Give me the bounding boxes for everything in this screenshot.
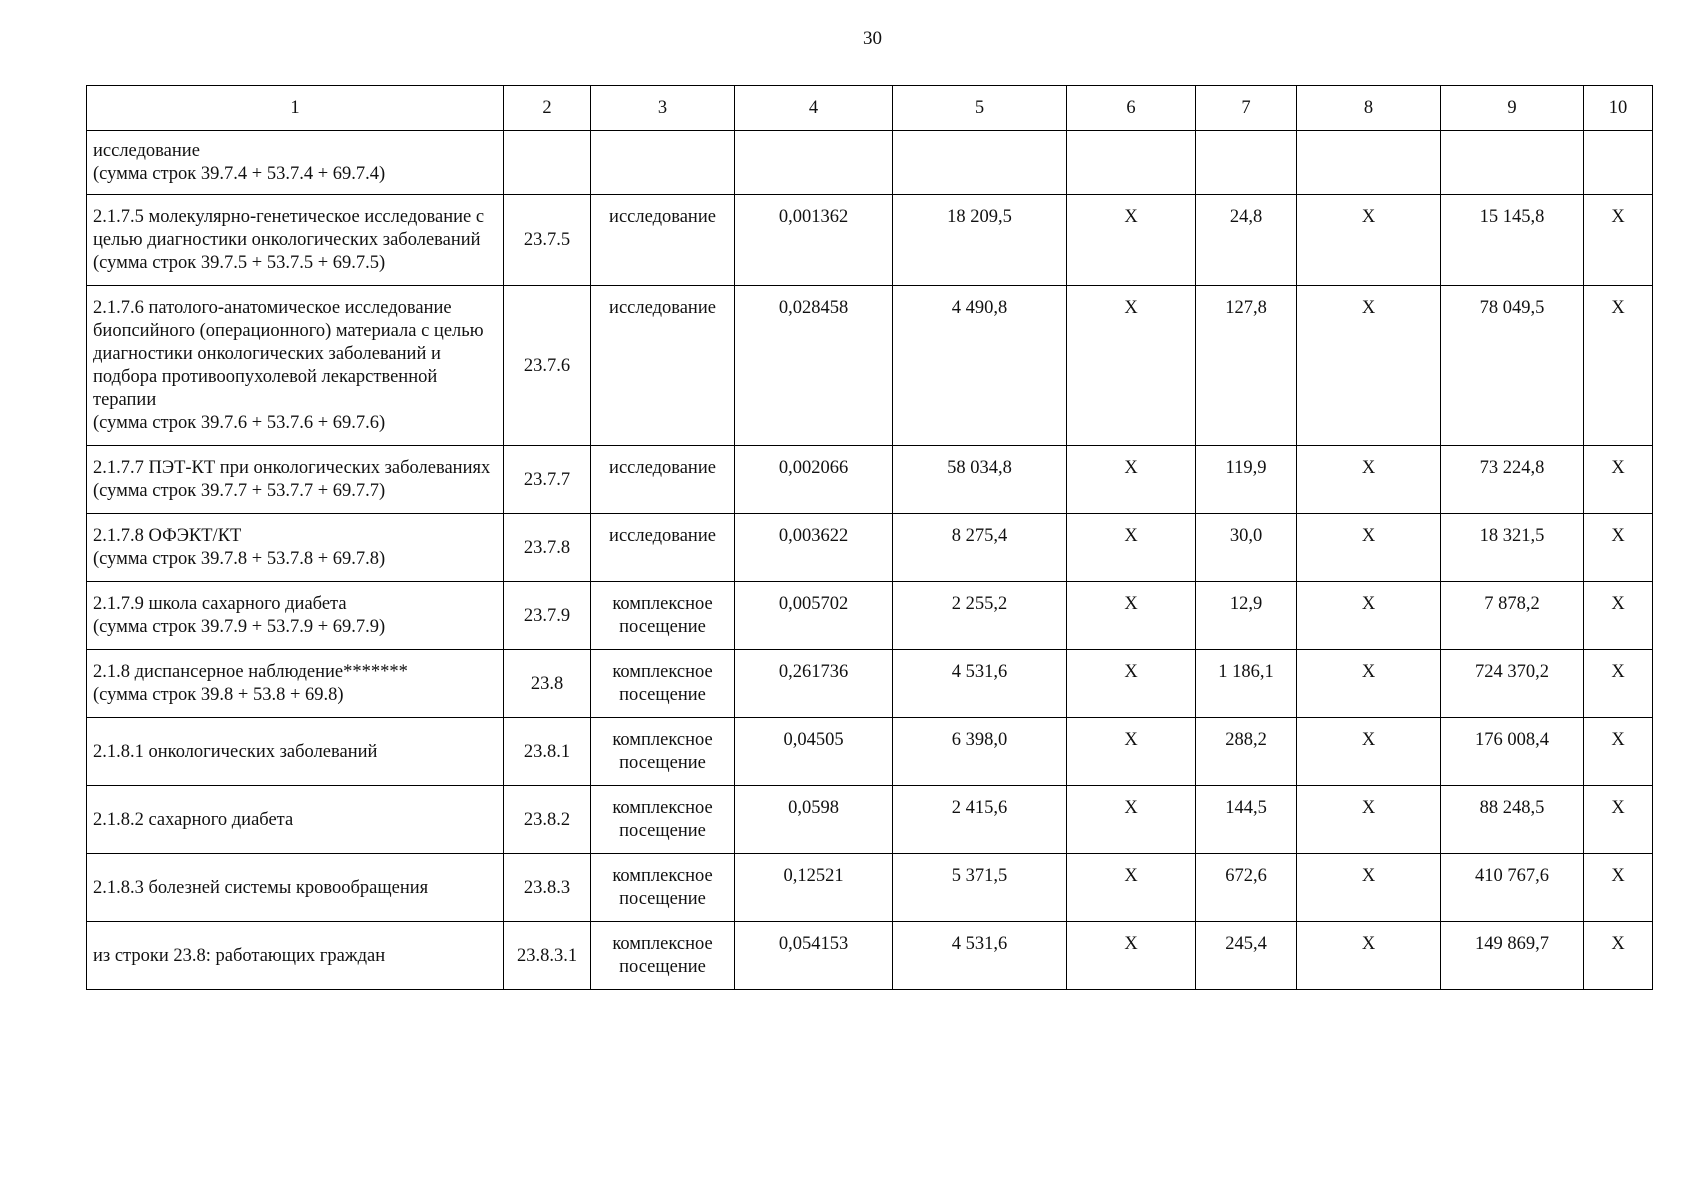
table-row xyxy=(87,650,1653,718)
table-cell-col-8: Х xyxy=(1297,854,1441,922)
table-cell-col-4: 0,003622 xyxy=(735,514,893,582)
table-row xyxy=(87,582,1653,650)
table-cell-col-10: Х xyxy=(1584,718,1653,786)
table-cell-col-7: 12,9 xyxy=(1196,582,1297,650)
table-cell-col-1: 2.1.7.7 ПЭТ-КТ при онкологических заболеваниях (сумма строк 39.7.7 + 53.7.7 + 69.7.7) xyxy=(87,446,504,514)
table-cell-col-4: 0,054153 xyxy=(735,922,893,990)
table-cell-col-3: исследование xyxy=(591,446,735,514)
table-cell-col-10: Х xyxy=(1584,922,1653,990)
table-cell-col-6: Х xyxy=(1067,446,1196,514)
table-cell-col-2: 23.7.8 xyxy=(504,514,591,582)
table-cell-col-2: 23.8.2 xyxy=(504,786,591,854)
table-body xyxy=(87,131,1653,990)
table-cell-col-9 xyxy=(1441,131,1584,195)
table-cell-col-6: Х xyxy=(1067,514,1196,582)
table-cell-col-8 xyxy=(1297,131,1441,195)
table-cell-col-8: Х xyxy=(1297,446,1441,514)
table-cell-col-2: 23.8.1 xyxy=(504,718,591,786)
column-header-4: 4 xyxy=(735,86,893,131)
table-cell-col-5: 58 034,8 xyxy=(893,446,1067,514)
table-cell-col-3: исследование xyxy=(591,514,735,582)
table-cell-col-2: 23.7.5 xyxy=(504,195,591,286)
table-cell-col-2: 23.8.3 xyxy=(504,854,591,922)
table-cell-col-2: 23.8 xyxy=(504,650,591,718)
table-cell-col-8: Х xyxy=(1297,922,1441,990)
column-header-5: 5 xyxy=(893,86,1067,131)
table-cell-col-5: 4 531,6 xyxy=(893,922,1067,990)
table-cell-col-7: 144,5 xyxy=(1196,786,1297,854)
table-cell-col-6: Х xyxy=(1067,922,1196,990)
table-cell-col-8: Х xyxy=(1297,514,1441,582)
column-header-9: 9 xyxy=(1441,86,1584,131)
table-header xyxy=(87,86,1653,131)
table-cell-col-7: 127,8 xyxy=(1196,286,1297,446)
table-cell-col-6 xyxy=(1067,131,1196,195)
table-cell-col-1: из строки 23.8: работающих граждан xyxy=(87,922,504,990)
table-cell-col-7: 30,0 xyxy=(1196,514,1297,582)
table-cell-col-5: 4 490,8 xyxy=(893,286,1067,446)
table-cell-col-8: Х xyxy=(1297,786,1441,854)
table-cell-col-3: комплексное посещение xyxy=(591,582,735,650)
table-cell-col-4: 0,001362 xyxy=(735,195,893,286)
table-cell-col-2 xyxy=(504,131,591,195)
table-cell-col-4: 0,028458 xyxy=(735,286,893,446)
table-cell-col-4: 0,005702 xyxy=(735,582,893,650)
table-cell-col-4: 0,12521 xyxy=(735,854,893,922)
table-cell-col-4: 0,04505 xyxy=(735,718,893,786)
table-cell-col-2: 23.8.3.1 xyxy=(504,922,591,990)
table-cell-col-1: 2.1.7.8 ОФЭКТ/КТ (сумма строк 39.7.8 + 53.7.8 + 69.7.8) xyxy=(87,514,504,582)
table-cell-col-10: Х xyxy=(1584,195,1653,286)
column-header-10: 10 xyxy=(1584,86,1653,131)
table-cell-col-5: 2 415,6 xyxy=(893,786,1067,854)
table-cell-col-3: комплексное посещение xyxy=(591,650,735,718)
table-cell-col-2: 23.7.7 xyxy=(504,446,591,514)
table-row xyxy=(87,286,1653,446)
table-cell-col-7: 288,2 xyxy=(1196,718,1297,786)
table-cell-col-8: Х xyxy=(1297,195,1441,286)
table-cell-col-3: комплексное посещение xyxy=(591,786,735,854)
table-cell-col-3: исследование xyxy=(591,286,735,446)
table-cell-col-9: 176 008,4 xyxy=(1441,718,1584,786)
table-cell-col-10: Х xyxy=(1584,650,1653,718)
header-row xyxy=(87,86,1653,131)
table-cell-col-8: Х xyxy=(1297,650,1441,718)
table-cell-col-1: 2.1.8.1 онкологических заболеваний xyxy=(87,718,504,786)
table-cell-col-1: 2.1.7.9 школа сахарного диабета (сумма строк 39.7.9 + 53.7.9 + 69.7.9) xyxy=(87,582,504,650)
table-cell-col-6: Х xyxy=(1067,195,1196,286)
table-cell-col-9: 18 321,5 xyxy=(1441,514,1584,582)
table-cell-col-5 xyxy=(893,131,1067,195)
table-cell-col-2: 23.7.6 xyxy=(504,286,591,446)
table-cell-col-7: 245,4 xyxy=(1196,922,1297,990)
table-cell-col-5: 18 209,5 xyxy=(893,195,1067,286)
table-cell-col-9: 88 248,5 xyxy=(1441,786,1584,854)
table-cell-col-3 xyxy=(591,131,735,195)
table-cell-col-4: 0,261736 xyxy=(735,650,893,718)
table-cell-col-9: 410 767,6 xyxy=(1441,854,1584,922)
table-cell-col-7: 119,9 xyxy=(1196,446,1297,514)
table-cell-col-10 xyxy=(1584,131,1653,195)
table-cell-col-6: Х xyxy=(1067,286,1196,446)
table-cell-col-8: Х xyxy=(1297,286,1441,446)
table-cell-col-8: Х xyxy=(1297,582,1441,650)
table-row xyxy=(87,718,1653,786)
table-cell-col-5: 6 398,0 xyxy=(893,718,1067,786)
table-cell-col-1: исследование (сумма строк 39.7.4 + 53.7.4 + 69.7.4) xyxy=(87,131,504,195)
table-cell-col-9: 149 869,7 xyxy=(1441,922,1584,990)
table-cell-col-10: Х xyxy=(1584,582,1653,650)
table-cell-col-5: 5 371,5 xyxy=(893,854,1067,922)
page-number: 30 xyxy=(863,28,882,49)
table-cell-col-6: Х xyxy=(1067,854,1196,922)
column-header-3: 3 xyxy=(591,86,735,131)
table-cell-col-10: Х xyxy=(1584,786,1653,854)
table-row xyxy=(87,446,1653,514)
table-cell-col-6: Х xyxy=(1067,582,1196,650)
table-row xyxy=(87,786,1653,854)
column-header-2: 2 xyxy=(504,86,591,131)
table-cell-col-4: 0,002066 xyxy=(735,446,893,514)
table-cell-col-1: 2.1.8 диспансерное наблюдение******* (сумма строк 39.8 + 53.8 + 69.8) xyxy=(87,650,504,718)
table-cell-col-6: Х xyxy=(1067,786,1196,854)
table-cell-col-1: 2.1.7.6 патолого-анатомическое исследование биопсийного (операционного) материала с целью диагностики онкологических заболеваний и подбора противоопухолевой лекарственной терапии (сумма строк 39.7.6 + 53.7.6 + 69.7.6) xyxy=(87,286,504,446)
table-cell-col-3: комплексное посещение xyxy=(591,718,735,786)
table-cell-col-9: 73 224,8 xyxy=(1441,446,1584,514)
table-row xyxy=(87,131,1653,195)
table-cell-col-1: 2.1.8.3 болезней системы кровообращения xyxy=(87,854,504,922)
table-cell-col-8: Х xyxy=(1297,718,1441,786)
table-cell-col-9: 15 145,8 xyxy=(1441,195,1584,286)
table-cell-col-6: Х xyxy=(1067,650,1196,718)
column-header-1: 1 xyxy=(87,86,504,131)
table-row xyxy=(87,195,1653,286)
table-cell-col-5: 2 255,2 xyxy=(893,582,1067,650)
table-cell-col-7: 672,6 xyxy=(1196,854,1297,922)
table-row xyxy=(87,922,1653,990)
table-row xyxy=(87,854,1653,922)
table-cell-col-9: 78 049,5 xyxy=(1441,286,1584,446)
table-cell-col-5: 4 531,6 xyxy=(893,650,1067,718)
table-cell-col-1: 2.1.7.5 молекулярно-генетическое исследование с целью диагностики онкологических заболеваний (сумма строк 39.7.5 + 53.7.5 + 69.7.5) xyxy=(87,195,504,286)
table-cell-col-2: 23.7.9 xyxy=(504,582,591,650)
column-header-8: 8 xyxy=(1297,86,1441,131)
table-cell-col-10: Х xyxy=(1584,854,1653,922)
table-cell-col-7: 24,8 xyxy=(1196,195,1297,286)
table-cell-col-3: комплексное посещение xyxy=(591,922,735,990)
table-cell-col-9: 7 878,2 xyxy=(1441,582,1584,650)
data-table xyxy=(86,85,1653,990)
table-row xyxy=(87,514,1653,582)
table-cell-col-6: Х xyxy=(1067,718,1196,786)
table-cell-col-4: 0,0598 xyxy=(735,786,893,854)
table-cell-col-10: Х xyxy=(1584,514,1653,582)
column-header-6: 6 xyxy=(1067,86,1196,131)
table-cell-col-5: 8 275,4 xyxy=(893,514,1067,582)
table-cell-col-1: 2.1.8.2 сахарного диабета xyxy=(87,786,504,854)
table-cell-col-4 xyxy=(735,131,893,195)
table-cell-col-3: исследование xyxy=(591,195,735,286)
table-cell-col-3: комплексное посещение xyxy=(591,854,735,922)
table-cell-col-10: Х xyxy=(1584,446,1653,514)
table-cell-col-7 xyxy=(1196,131,1297,195)
table-cell-col-9: 724 370,2 xyxy=(1441,650,1584,718)
column-header-7: 7 xyxy=(1196,86,1297,131)
table-cell-col-7: 1 186,1 xyxy=(1196,650,1297,718)
table-cell-col-10: Х xyxy=(1584,286,1653,446)
